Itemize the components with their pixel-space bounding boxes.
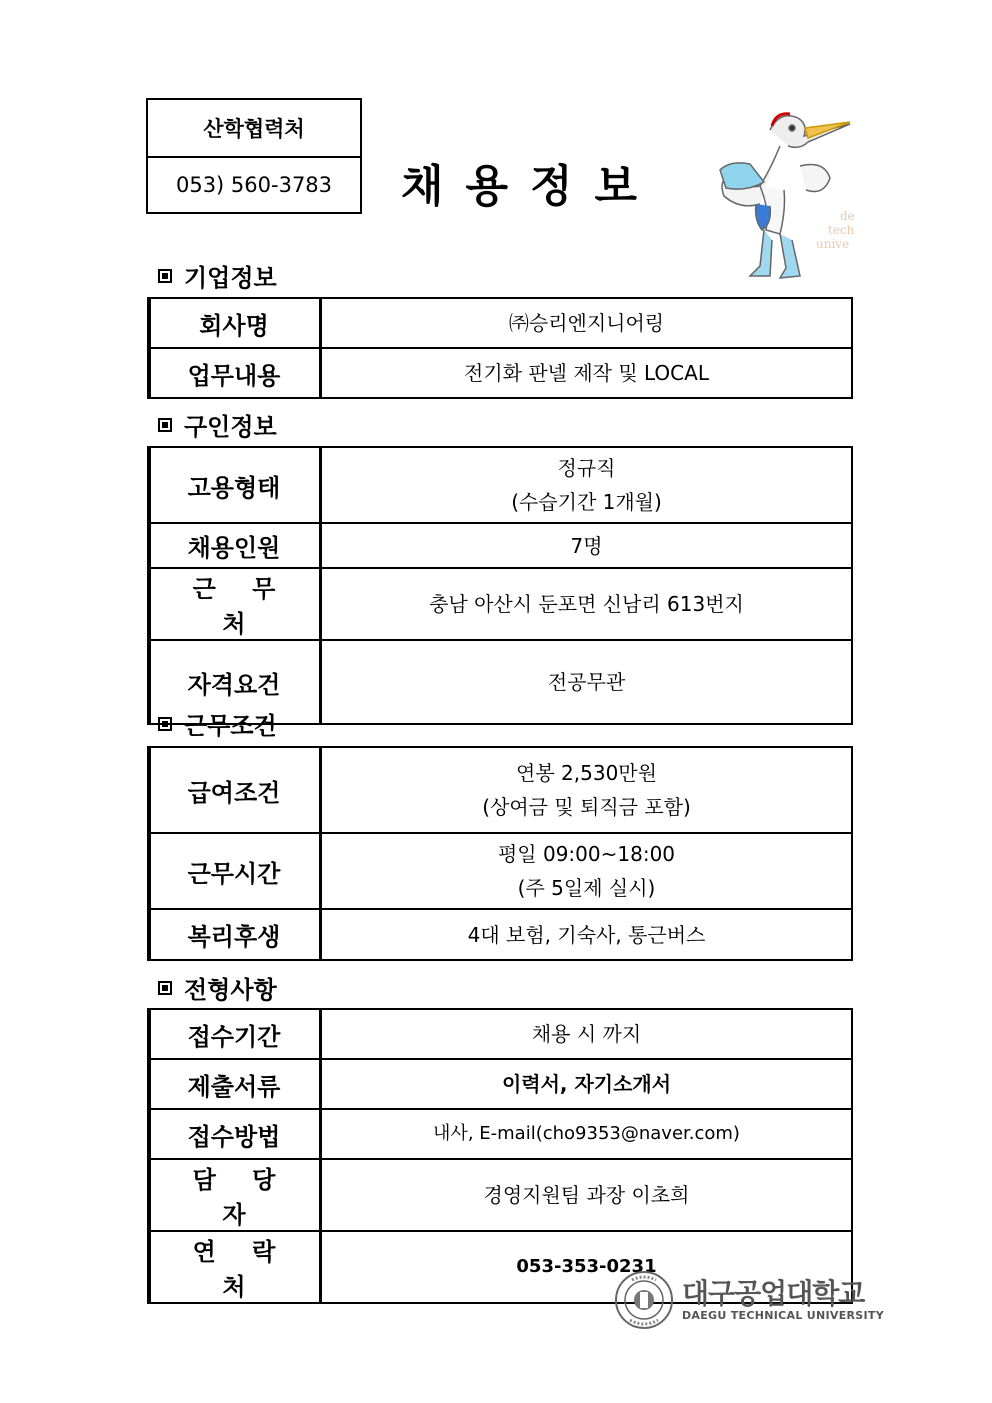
workplace-value: 충남 아산시 둔포면 신남리 613번지 bbox=[321, 568, 853, 640]
method-label: 접수방법 bbox=[148, 1109, 321, 1159]
documents-value: 이력서, 자기소개서 bbox=[321, 1059, 853, 1109]
qualification-label: 자격요건 bbox=[148, 640, 321, 724]
filled-square-icon bbox=[158, 269, 172, 283]
business-value: 전기화 판넬 제작 및 LOCAL bbox=[321, 348, 853, 398]
page-title: 채용정보 bbox=[400, 161, 659, 212]
salary-value bbox=[321, 747, 853, 833]
university-name-ko: 대구공업대학교 bbox=[682, 1276, 865, 1310]
company-name-value: ㈜승리엔지니어링 bbox=[321, 298, 853, 348]
hours-label: 근무시간 bbox=[148, 833, 321, 909]
period-value: 채용 시 까지 bbox=[321, 1009, 853, 1059]
process-table bbox=[147, 1008, 853, 1304]
section-conditions-title: 근무조건 bbox=[158, 706, 277, 741]
filled-square-icon bbox=[158, 717, 172, 731]
qualification-value: 전공무관 bbox=[321, 640, 853, 724]
phone-label: 연 락 처 bbox=[148, 1231, 321, 1303]
university-name bbox=[682, 1276, 884, 1322]
svg-text:tech: tech bbox=[828, 223, 855, 237]
workplace-label: 근 무 처 bbox=[148, 568, 321, 640]
employment-type: 정규직 bbox=[557, 456, 616, 480]
section-job-title: 구인정보 bbox=[158, 407, 277, 442]
probation-period: (수습기간 1개월) bbox=[511, 490, 662, 514]
business-label: 업무내용 bbox=[148, 348, 321, 398]
hours-value bbox=[321, 833, 853, 909]
job-table bbox=[147, 446, 853, 725]
company-table bbox=[147, 297, 853, 399]
contact-phone: 053) 560-3783 bbox=[148, 156, 360, 212]
method-value: 내사, E-mail(cho9353@naver.com) bbox=[321, 1109, 853, 1159]
university-seal-icon bbox=[614, 1270, 674, 1330]
crane-mascot-icon bbox=[700, 100, 860, 290]
university-logo bbox=[614, 1270, 884, 1330]
svg-text:de: de bbox=[840, 209, 855, 223]
conditions-table bbox=[147, 746, 853, 961]
welfare-value: 4대 보험, 기숙사, 통근버스 bbox=[321, 909, 853, 960]
salary-note: (상여금 및 퇴직금 포함) bbox=[482, 795, 691, 819]
headcount-label: 채용인원 bbox=[148, 523, 321, 568]
documents-label: 제출서류 bbox=[148, 1059, 321, 1109]
contact-label: 산학협력처 bbox=[203, 117, 305, 141]
filled-square-icon bbox=[158, 981, 172, 995]
section-process-title: 전형사항 bbox=[158, 970, 277, 1005]
period-label: 접수기간 bbox=[148, 1009, 321, 1059]
manager-value: 경영지원팀 과장 이초희 bbox=[321, 1159, 853, 1231]
hours-note: (주 5일제 실시) bbox=[517, 876, 656, 900]
salary-label: 급여조건 bbox=[148, 747, 321, 833]
salary-amount: 연봉 2,530만원 bbox=[516, 761, 657, 785]
company-name-label: 회사명 bbox=[148, 298, 321, 348]
employment-label: 고용형태 bbox=[148, 447, 321, 523]
university-name-en: DAEGU TECHNICAL UNIVERSITY bbox=[682, 1308, 884, 1322]
filled-square-icon bbox=[158, 418, 172, 432]
manager-label: 담 당 자 bbox=[148, 1159, 321, 1231]
contact-box bbox=[146, 98, 362, 214]
phone-value: 053-353-0231 bbox=[321, 1231, 853, 1303]
welfare-label: 복리후생 bbox=[148, 909, 321, 960]
headcount-value: 7명 bbox=[321, 523, 853, 568]
hours-time: 평일 09:00~18:00 bbox=[497, 842, 676, 866]
section-company-title: 기업정보 bbox=[158, 258, 277, 293]
employment-value bbox=[321, 447, 853, 523]
svg-text:unive: unive bbox=[816, 237, 850, 251]
